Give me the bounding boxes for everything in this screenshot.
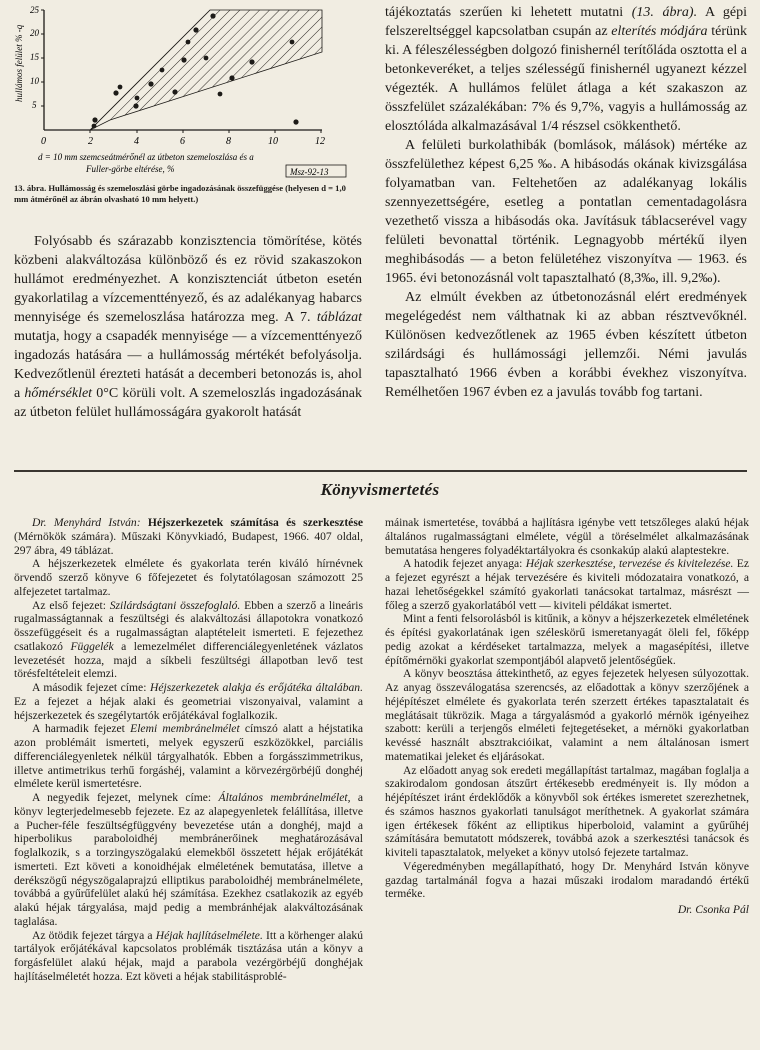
review-column-right [385, 516, 749, 917]
paragraph: A héjszerkezetek elmélete és gyakorlata terén kiváló hírnévnek örvendő szerző könyve 6 főfejezetet és folytatólagosan számozott 25 alfejezetet tartalmaz. [14, 557, 363, 598]
paragraph: máinak ismertetése, továbbá a hajlításra igénybe vett tetszőleges alakú héjak általános rugalmasságtani elmélete, végül a töréselmélet alkalmazásának bemutatása hengeres folyadéktartályokra és csonkakúp alakú alaptestekre. [385, 516, 749, 557]
paragraph: A hatodik fejezet anyaga: Héjak szerkesztése, tervezése és kivitelezése. Ez a fejezet egyrészt a héjak tervezésére és kiviteli módozataira vonatkozó, a hazai lehetőségekkel számító gyakorlati tanácsokat tartalmaz, másrészt — főleg a szerző gyakorlatából vett — kiviteli példákat ismertet. [385, 557, 749, 612]
paragraph: A harmadik fejezet Elemi membránelmélet címszó alatt a héjstatika azon problémáit ismerteti, melyek egyszerű eszközökkel, parciális differenciálegyenletek nélkül tárgyalhatók. Ebben a forgásszimmetrikus, illetve antimetrikus terhű forgáshéj, valamint a körvezérgörbéjű donghéj elmélete kerül ismertetésre. [14, 722, 363, 791]
x-tick: 8 [226, 136, 231, 147]
data-point [210, 13, 215, 18]
section-title: Könyvismertetés [320, 480, 440, 499]
paragraph: A könyv beosztása áttekinthető, az egyes fejezetek helyesen súlyozottak. Az anyag összeválogatása szerencsés, az előadottak a könyv szerzőjének a héjépítészet elmélete és gyakorlata terén szerzett értékes tapasztalatait és meglátásait tükrözik. Maga a tárgyalásmód a gyakorló mérnök igényeihez szabott: kerüli a terjengős elméleti fejtegetéseket, a mérnöki gyakorlatban kevéssé használt absztrakcióikat, valamint a nem általánosan ismert matematikai jeleket és eljárásokat. [385, 667, 749, 763]
x-tick: 10 [268, 136, 278, 147]
review-signature: Dr. Csonka Pál [677, 903, 749, 916]
data-point [118, 85, 123, 90]
figure-caption: 13. ábra. Hullámosság és szemeloszlási görbe ingadozásának összefüggése (helyesen d = 1,0 mm átmérőnél az ábrán olvasható 10 mm helyett.) [14, 183, 346, 204]
article-column-left [14, 232, 362, 422]
data-point [293, 119, 298, 124]
x-tick: 4 [134, 136, 139, 147]
data-point [133, 103, 138, 108]
paragraph: Folyósabb és szárazabb konzisztencia tömörítése, kötés közbeni alakváltozása különböző és ez rövid szakaszokon hullámot eredményezhet. A konzisztenciát útbeton esetén gyakorlatilag a vízcementtényező, és az adalékanyag habarcs mennyisége és szemeloszlása határozza meg. A 7. táblázat mutatja, hogy a csapadék mennyisége — a vízcementtényező ingadozás hatására — a hullámosság mértékét befolyásolja. Kedvezőtlenül érezteti hatását a decemberi betonozás is, ahol a hőmérséklet 0°C körüli volt. A szemeloszlás ingadozásának az útbeton felület hullámosságára gyakorolt hatását [14, 234, 362, 420]
y-tick: 20 [30, 28, 39, 38]
review-citation: Dr. Menyhárd István: Héjszerkezetek számítása és szerkesztése (Mérnökök számára). Műszaki Könyvkiadó, Budapest, 1966. 407 oldal, 297 ábra, 49 táblázat. [14, 516, 363, 557]
y-tick-labels [30, 5, 40, 110]
paragraph: tájékoztatás szerűen ki lehetett mutatni (13. ábra). A gépi felszereltséggel kapcsolatban csupán az elterítés módjára térünk ki. A féleszélességben dolgozó finishernél terítőláda osztotta el a betonkeveréket, a teljes szélességű finishernél ugyanezt kézzel végezték. A hullámos felület átlaga a két szakaszon az összfelület százalékában: 7% és 9,7%, vagyis a hullámosság az elosztóláda alkalmazásával 1/4 részsel csökkenthető. [385, 5, 748, 134]
y-tick: 5 [32, 100, 37, 110]
y-axis-label: hullámos felület % -q [14, 24, 24, 102]
data-point [92, 124, 97, 129]
paragraph: Az előadott anyag sok eredeti megállapítást tartalmaz, magában foglalja a szakirodalom gondosan átszűrt értékesebb eredményeit is. Ily módon a héjépítészet iránt érdeklődők a könyvből sok értékes ismeretet szerezhetnek, és számos hasznos gyakorlati tanulságot meríthetnek. A gyakorlat számára igen értékesek főként az elliptikus hiperboloid, valamint a gyűrűhéj számítására bemutatott módszerek, továbbá azok a szerkesztési tanácsok és kiviteli tapasztalatok, melyeket a könyv utolsó fejezete tartalmaz. [385, 763, 749, 859]
section-divider [14, 470, 747, 472]
data-point [92, 117, 97, 122]
scatter-plot [10, 2, 370, 182]
data-point [229, 75, 234, 80]
paragraph: A második fejezet címe: Héjszerkezetek alakja és erőjátéka általában. Ez a fejezet a héjak alaki és geometriai viszonyaival, valamint a héjszerkezetek és szegélytartók erőjátékával foglalkozik. [14, 681, 363, 722]
review-column-left [14, 516, 363, 984]
y-tick: 10 [30, 76, 39, 86]
paragraph: Az elmúlt években az útbetonozásnál elért eredmények megelégedést nem válthatnak ki az abban résztvevőknél. Különösen kedvezőtlenek az 1965 évben készített útbeton szilárdsági és hullámossági jellemzői. Némi javulás tapasztalható 1966 évben a korábbi évekhez viszonyítva. Remélhetően 1967 évben ez a javulás tovább fog tartani. [385, 290, 747, 400]
data-point [148, 81, 153, 86]
y-tick: 15 [30, 52, 39, 62]
data-point [186, 40, 191, 45]
paragraph: Mint a fenti felsorolásból is kitűnik, a könyv a héjszerkezetek elméletének és építési gyakorlatának igen széleskörű ismeretanyagát öleli fel, főképp pedig azokat a kérdéseket tartalmazza, melyek a magasépítési, illetve építőmérnöki gyakorlat szempontjából alapvető jelentőségűek. [385, 612, 749, 667]
data-point [249, 59, 254, 64]
data-point [135, 96, 140, 101]
x-axis-label-line2: Fuller-görbe eltérése, % [86, 164, 175, 174]
x-axis-label-line1: d = 10 mm szemcseátmérőnél az útbeton szemeloszlása és a [38, 152, 254, 162]
data-point [172, 89, 177, 94]
data-point [181, 57, 186, 62]
x-tick-labels [41, 136, 325, 147]
x-tick: 12 [315, 136, 325, 147]
stamp: Msz-92-13 [290, 167, 329, 177]
data-point [113, 90, 118, 95]
data-point [204, 56, 209, 61]
paragraph: Végeredményben megállapítható, hogy Dr. Menyhárd István könyve gazdag tartalmánál fogva a hazai műszaki irodalom maradandó értékű terméke. [385, 859, 749, 901]
paragraph: A felületi burkolathibák (bomlások, málások) mértéke az összfelülethez képest 6,25 ‰. A hibásodás okának kivizsgálása folyamatban van. Feltehetően az adalékanyag lokális szennyezettségére, esetleg a pontatlan cementadagolásra vezethető vissza a hibásodás oka. Javításuk táblacserével vagy felületi bevonattal történik. Legnagyobb mértékű ilyen meghibásodás — a beton felületéhez viszonyítva — 1963. és 1965. évi betonozásnál volt tapasztalható (8,3‰, ill. 9,2‰). [385, 138, 747, 286]
data-point [218, 92, 223, 97]
x-tick: 0 [41, 136, 46, 147]
article-column-right [385, 3, 747, 402]
data-point [160, 68, 165, 73]
y-tick: 25 [30, 5, 39, 15]
paragraph: Az első fejezet: Szilárdságtani összefoglaló. Ebben a szerző a lineáris rugalmasságtannak a feszültségi és alakváltozási állapotokra vonatkozó összefüggéseit és a rugalmasságtan alaptételeit ismerteti. E fejezethez csatlakozó Függelék a lemezelmélet differenciálegyenletének vázlatos levezetését hozza, majd a síkbeli feszültségi állapotban levő test törésfeltételeit elemzi. [14, 598, 364, 681]
paragraph: Az ötödik fejezet tárgya a Héjak hajlításelmélete. Itt a körhenger alakú tartályok erőjátékával kapcsolatos problémák tisztázása után a könyv a forgásfelület alakú héjak, majd a parabola vezérgörbéjű donghéjak hajlításelméletét hozza. Ezt követi a héjak stabilitásproblé- [14, 928, 363, 983]
data-point [193, 27, 198, 32]
paragraph: A negyedik fejezet, melynek címe: Általános membránelmélet, a könyv legterjedelmesebb fejezete. Ez az alapegyenletek felállítása, illetve a Pucher-féle feszültségfüggvény bevezetése után a donghéj, majd a hiperbolikus paraboloidhéj membránerőinek meghatározásával foglalkozik, s a torzingyszögalakú elemekből összetett héjak erőjátékát ismerteti. Ezt követi a konoidhéjak elméletének bemutatása, illetve a derékszögű négyszögalaprajzú elliptikus paraboloidhéj membránelmélete, továbbá a gyűrűfelület alakú héj számítása. Ezekhez csatlakozik az egyéb alakú héjak tárgyalása, majd pedig a membránhéjak alakváltozásának taglalása. [14, 791, 364, 928]
hatched-band [90, 10, 322, 130]
x-tick: 6 [180, 136, 185, 147]
data-point [290, 40, 295, 45]
x-tick: 2 [88, 136, 93, 147]
